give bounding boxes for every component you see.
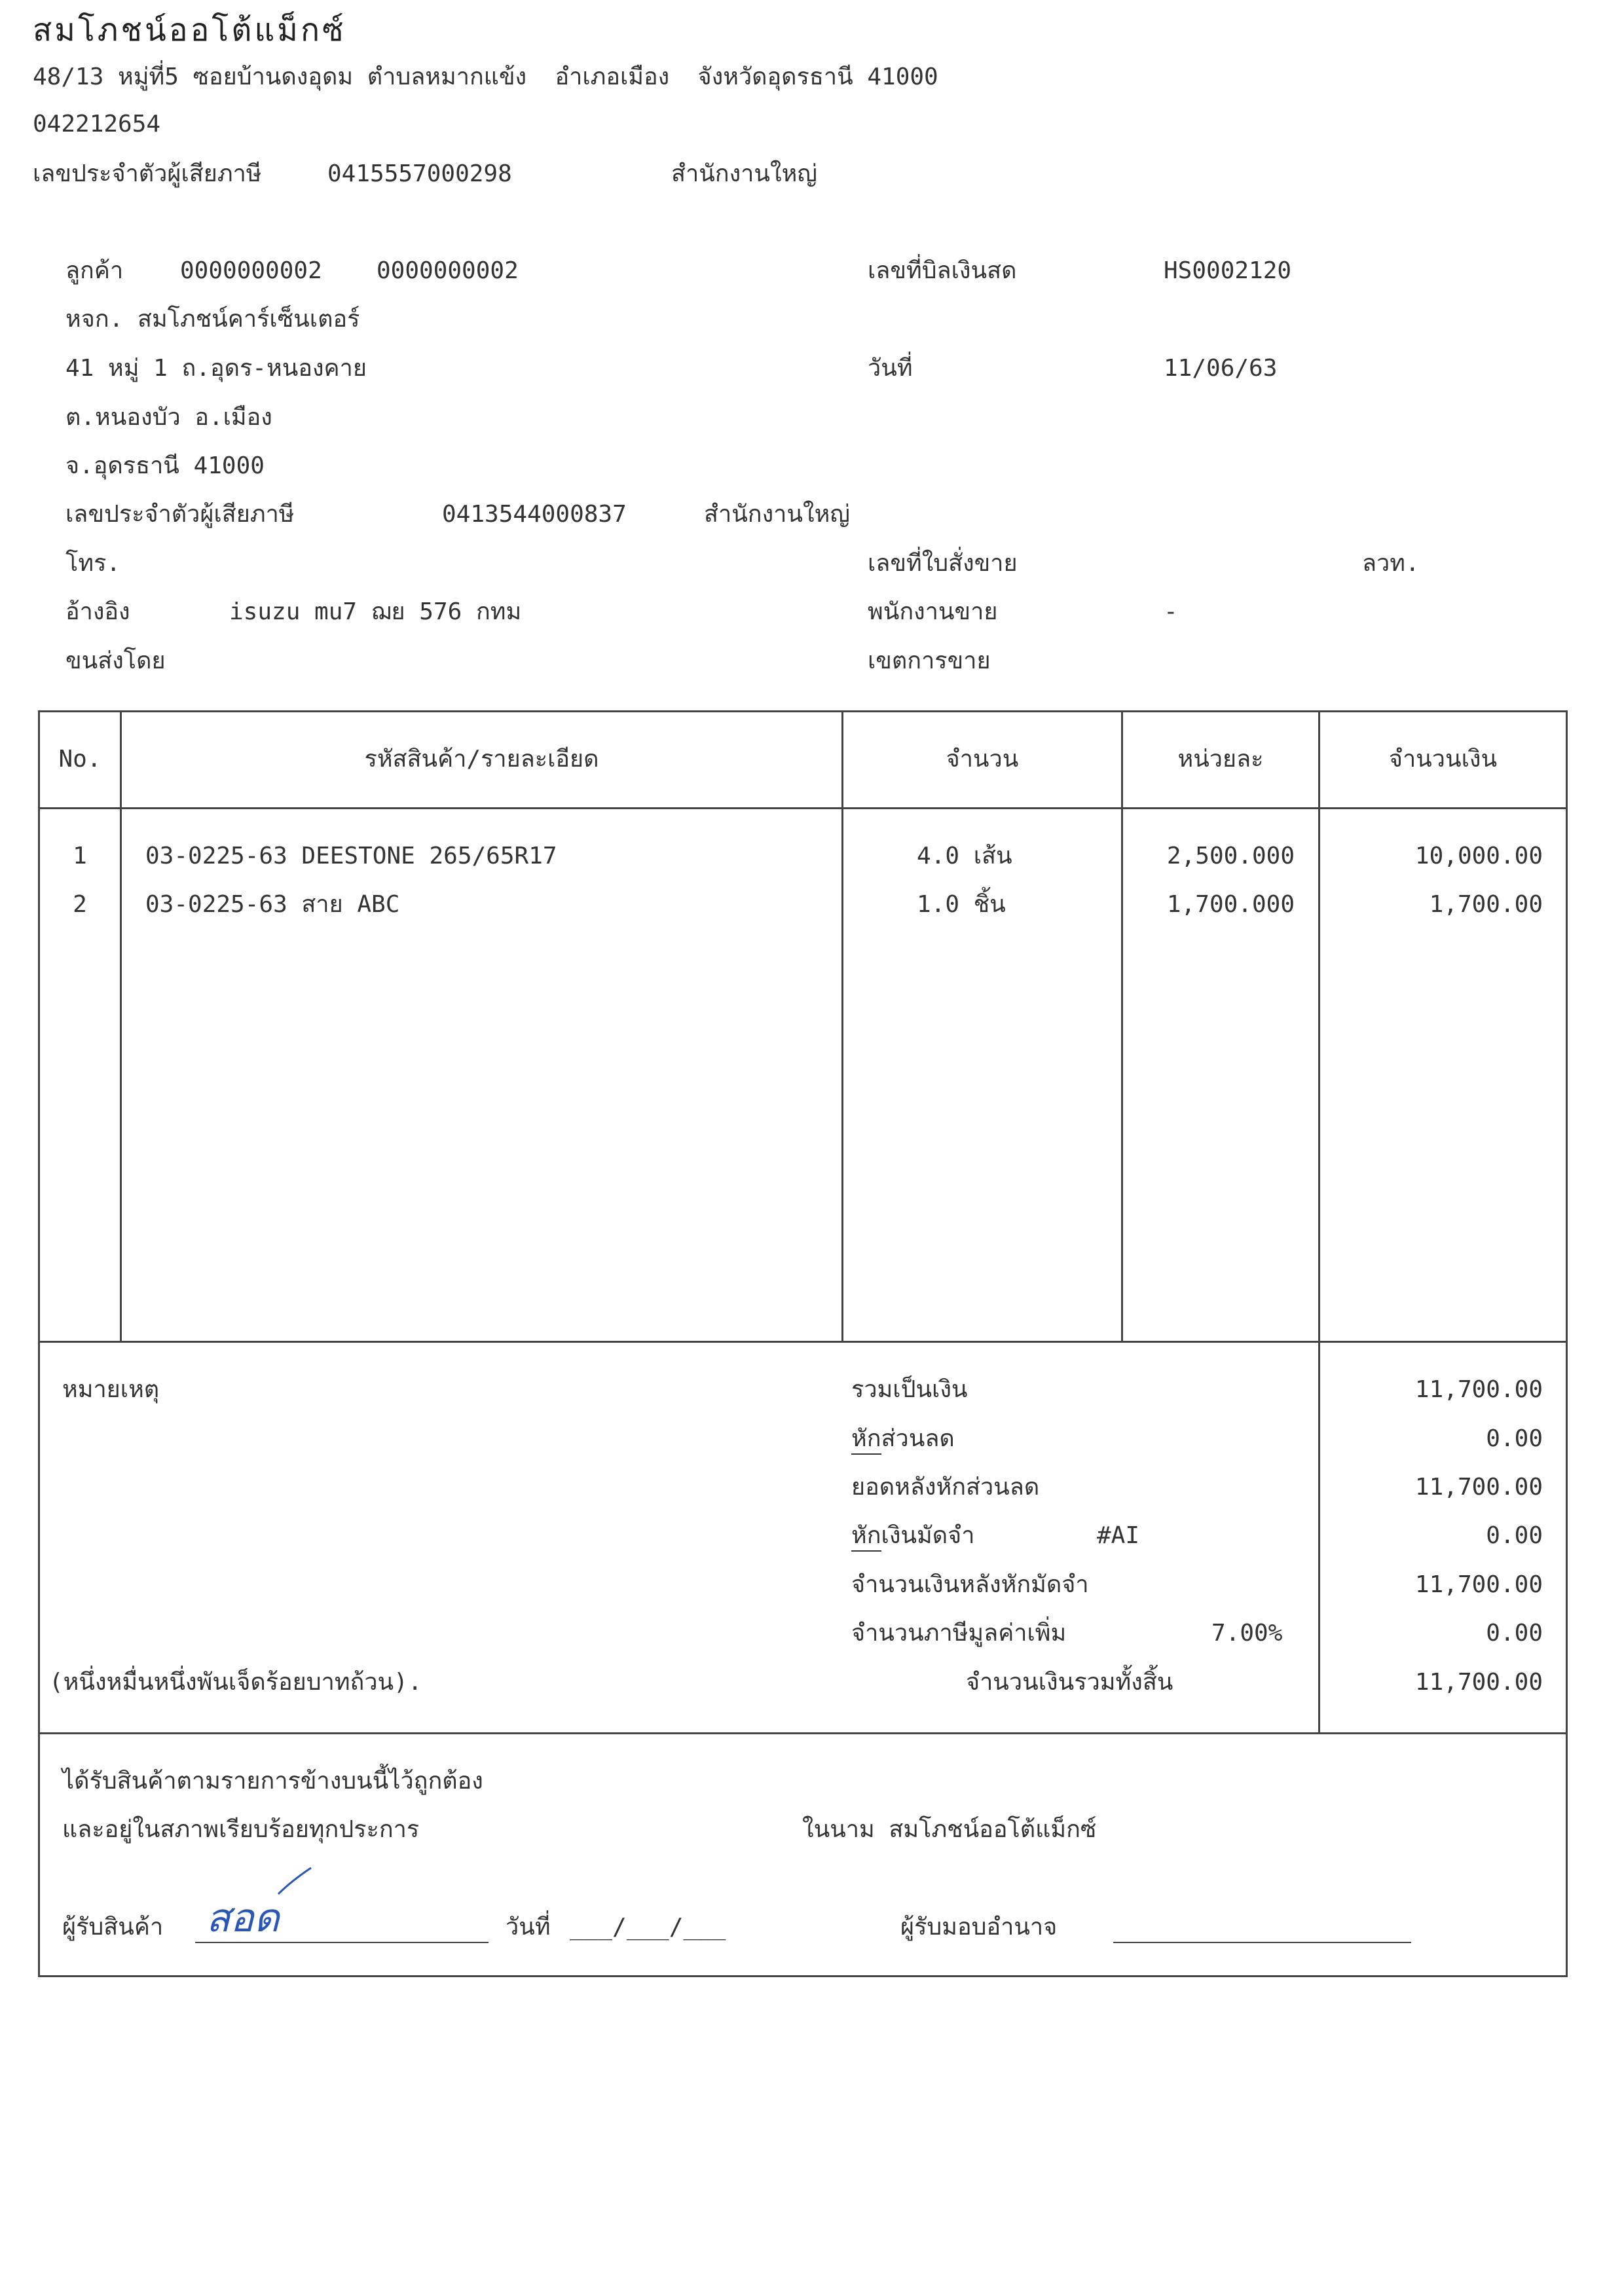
signature-tick-mark: [275, 1865, 314, 1897]
company-tax-id: 0415557000298: [327, 160, 512, 187]
deposit-label: [851, 1524, 974, 1548]
customer-tax-id: 0413544000837: [442, 501, 627, 528]
order-no-label: เลขที่ใบสั่งขาย: [868, 550, 1018, 577]
deposit-prefix: หัก: [851, 1522, 881, 1552]
customer-address-1: 41 หมู่ 1 ถ.อุดร-หนองคาย: [65, 355, 367, 382]
row-amount: 10,000.00: [1414, 843, 1543, 869]
discount-prefix: หัก: [851, 1425, 881, 1455]
doc-date: 11/06/63: [1164, 355, 1278, 382]
receive-date-label: วันที่: [506, 1914, 551, 1941]
received-statement-2: และอยู่ในสภาพเรียบร้อยทุกประการ: [62, 1816, 420, 1843]
deposit-code: #AI: [1097, 1522, 1140, 1549]
vat-rate: 7.00%: [1211, 1620, 1283, 1647]
row-no: 1: [73, 843, 87, 869]
customer-code-1: 0000000002: [180, 257, 322, 284]
order-no-value: ลวท.: [1362, 550, 1420, 577]
receive-date-blank: ___/___/___: [570, 1914, 726, 1941]
shipping-label: ขนส่งโดย: [65, 647, 166, 674]
row-no: 2: [73, 891, 87, 918]
amount-in-words: (หนึ่งหมื่นหนึ่งพันเจ็ดร้อยบาทถ้วน).: [49, 1669, 422, 1696]
company-address: 48/13 หมู่ที่5 ซอยบ้านดงอุดม ตำบลหมากแข้ง อำเภอเมือง จังหวัดอุดรธานี 41000: [33, 64, 938, 90]
discount-label: [851, 1427, 955, 1451]
total-value: 11,700.00: [1414, 1669, 1543, 1696]
salesperson-value: -: [1164, 598, 1178, 625]
row-quantity: 4.0 เส้น: [917, 843, 1012, 869]
row-quantity: 1.0 ชิ้น: [917, 891, 1006, 918]
bill-no-label: เลขที่บิลเงินสด: [868, 257, 1017, 284]
row-description: 03-0225-63 สาย ABC: [145, 891, 400, 918]
deposit-value: 0.00: [1486, 1522, 1543, 1549]
header-quantity: จำนวน: [946, 746, 1019, 773]
reference-label: อ้างอิง: [65, 598, 130, 625]
after-deposit-label: จำนวนเงินหลังหักมัดจำ: [851, 1571, 1089, 1598]
row-unit-price: 1,700.000: [1166, 891, 1295, 918]
receiver-label: ผู้รับสินค้า: [62, 1914, 164, 1941]
salesperson-label: พนักงานขาย: [868, 598, 998, 625]
row-amount: 1,700.00: [1429, 891, 1543, 918]
discount-value: 0.00: [1486, 1425, 1543, 1452]
bill-no: HS0002120: [1164, 257, 1292, 284]
receiver-signature-line: [195, 1942, 489, 1943]
header-unit-price: หน่วยละ: [1177, 746, 1264, 773]
subtotal-value: 11,700.00: [1414, 1376, 1543, 1403]
received-statement-1: ได้รับสินค้าตามรายการข้างบนนี้ไว้ถูกต้อง: [62, 1768, 483, 1795]
company-name: สมโภชน์ออโต้แม็กซ์: [33, 12, 346, 48]
customer-tax-id-label: เลขประจำตัวผู้เสียภาษี: [65, 501, 295, 528]
after-discount-label: ยอดหลังหักส่วนลด: [851, 1474, 1040, 1501]
company-phone: 042212654: [33, 111, 161, 137]
customer-phone-label: โทร.: [65, 550, 121, 577]
sales-area-label: เขตการขาย: [868, 647, 991, 674]
header-description: รหัสสินค้า/รายละเอียด: [364, 746, 599, 773]
on-behalf-of: ในนาม สมโภชน์ออโต้แม็กซ์: [802, 1816, 1097, 1843]
customer-label: ลูกค้า: [65, 257, 124, 284]
company-branch: สำนักงานใหญ่: [671, 160, 817, 187]
after-discount-value: 11,700.00: [1414, 1474, 1543, 1501]
total-label: จำนวนเงินรวมทั้งสิ้น: [966, 1669, 1173, 1696]
header-no: No.: [58, 746, 101, 773]
discount-label-text: ส่วนลด: [881, 1425, 955, 1452]
customer-branch: สำนักงานใหญ่: [704, 501, 850, 528]
header-amount: จำนวนเงิน: [1388, 746, 1498, 773]
customer-name: หจก. สมโภชน์คาร์เซ็นเตอร์: [65, 306, 360, 333]
vat-value: 0.00: [1486, 1620, 1543, 1647]
deposit-label-text: เงินมัดจำ: [881, 1522, 975, 1549]
receiver-signature: สอด: [206, 1895, 280, 1941]
customer-address-2: ต.หนองบัว อ.เมือง: [65, 404, 272, 431]
authorized-signature-line: [1113, 1942, 1411, 1943]
authorized-label: ผู้รับมอบอำนาจ: [900, 1914, 1058, 1941]
company-tax-id-label: เลขประจำตัวผู้เสียภาษี: [33, 160, 262, 187]
customer-address-3: จ.อุดรธานี 41000: [65, 452, 265, 479]
remark-label: หมายเหตุ: [62, 1376, 160, 1403]
vat-label: จำนวนภาษีมูลค่าเพิ่ม: [851, 1620, 1067, 1647]
customer-code-2: 0000000002: [377, 257, 519, 284]
reference-value: isuzu mu7 ฌย 576 กทม: [229, 598, 522, 625]
after-deposit-value: 11,700.00: [1414, 1571, 1543, 1598]
subtotal-label: รวมเป็นเงิน: [851, 1376, 968, 1403]
row-description: 03-0225-63 DEESTONE 265/65R17: [145, 843, 557, 869]
date-label: วันที่: [868, 355, 913, 382]
row-unit-price: 2,500.000: [1166, 843, 1295, 869]
